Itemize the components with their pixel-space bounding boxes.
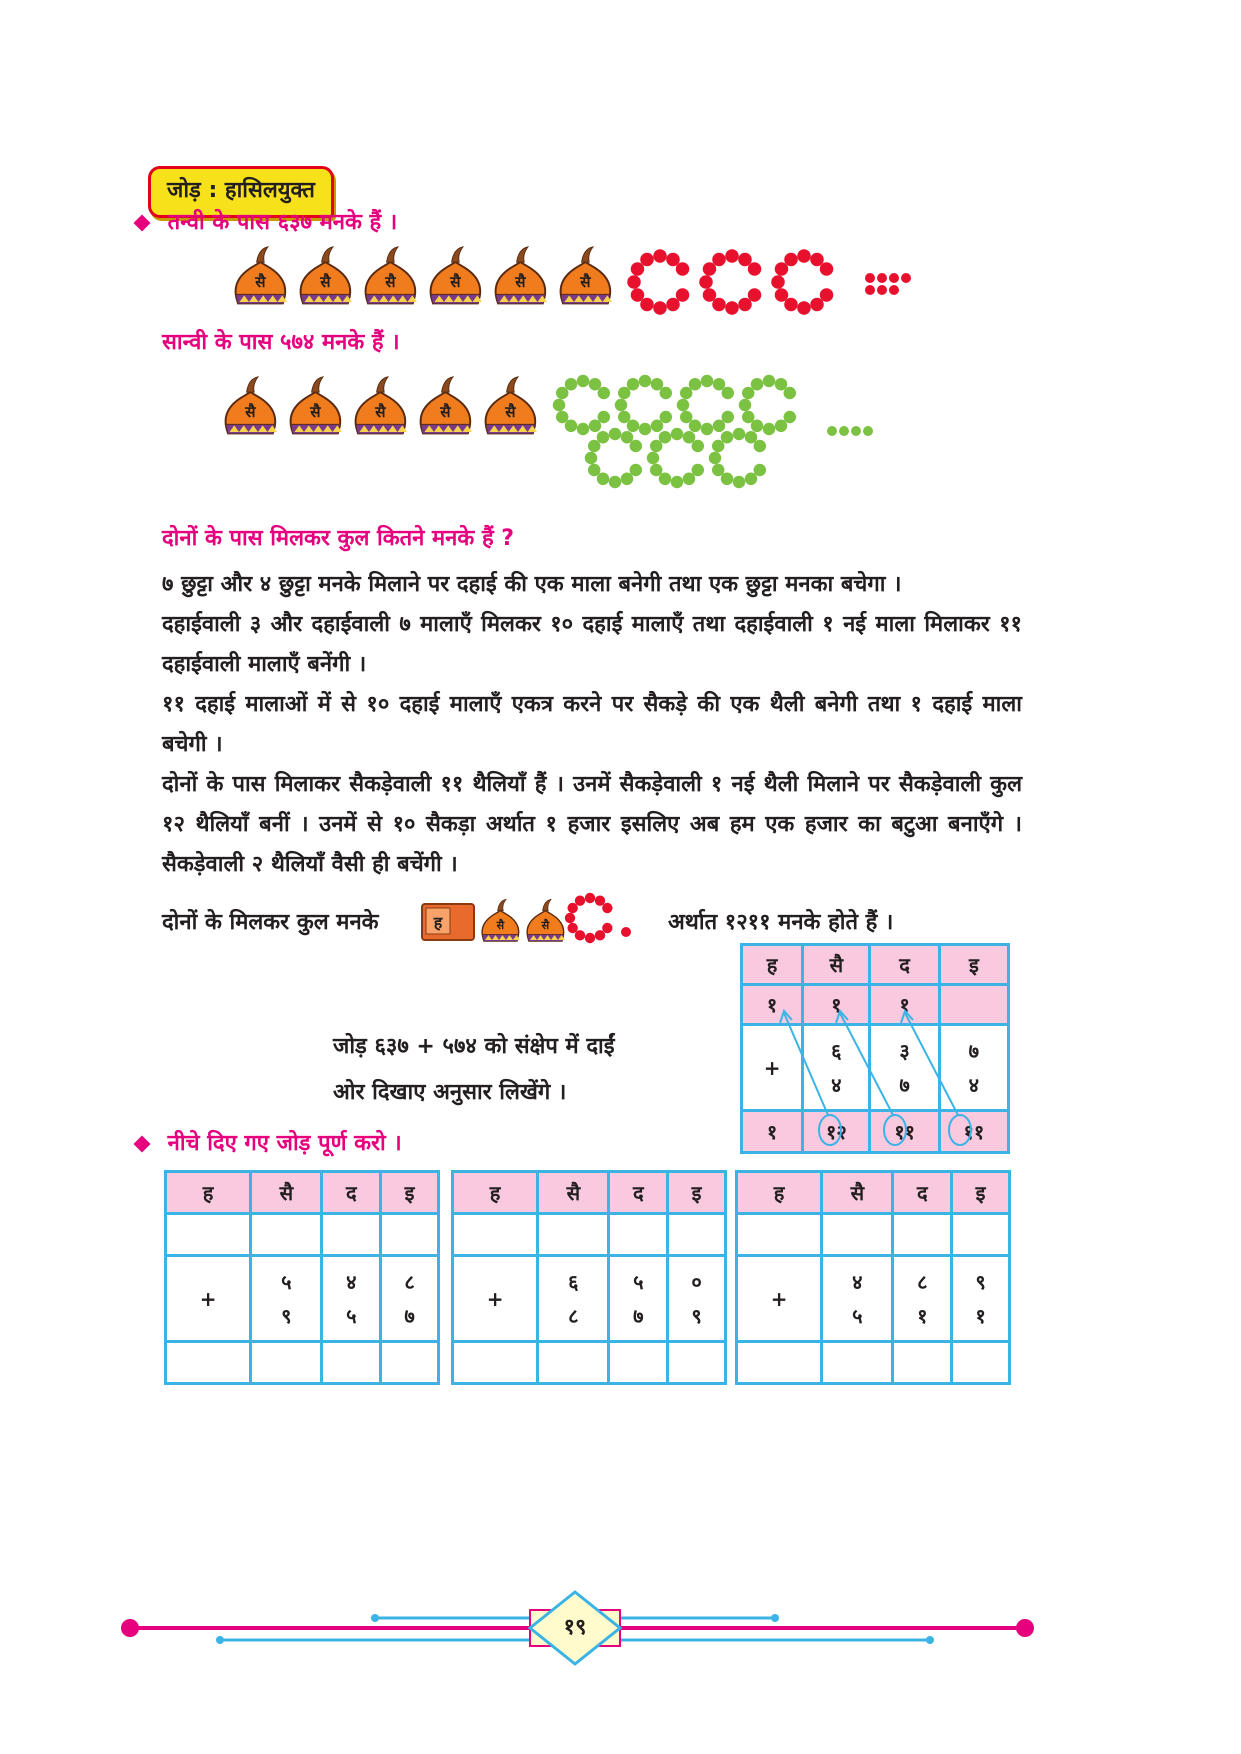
loose-beads-icon <box>865 273 911 295</box>
bag-label: सै <box>541 918 550 932</box>
carry-input-cell[interactable] <box>322 1214 381 1256</box>
addend-1-digit: ४ <box>346 1269 357 1294</box>
footer-dot-icon <box>121 1619 139 1637</box>
loose-beads-icon <box>827 426 873 436</box>
total-prefix: दोनों के मिलकर कुल मनके <box>162 910 379 935</box>
header-tens: द <box>322 1172 381 1214</box>
ten-bead-necklace-icon <box>771 249 833 315</box>
hundred-bag-icon <box>527 899 565 941</box>
ten-bead-necklace-icon <box>585 428 642 488</box>
ten-bead-necklace-icon <box>627 249 689 315</box>
paragraph-tens-carry: ११ दहाई मालाओं में से १० दहाई मालाएँ एकत्र करने पर सैकड़े की एक थैली बनेगी तथा १ दहाई माला बचेगी । <box>162 692 1022 757</box>
carry-input-cell[interactable] <box>893 1214 952 1256</box>
ten-bead-necklace-icon <box>565 893 613 943</box>
addend-2-digit: ४ <box>968 1072 980 1097</box>
carry-cell <box>939 985 1008 1025</box>
carry-input-cell[interactable] <box>668 1214 726 1256</box>
bag-label: सै <box>375 402 386 421</box>
answer-input-cell[interactable] <box>893 1342 952 1384</box>
addend-1-digit: ४ <box>852 1269 863 1294</box>
addend-1-digit: ६ <box>831 1038 842 1063</box>
answer-input-cell[interactable] <box>381 1342 439 1384</box>
carry-input-cell[interactable] <box>737 1214 822 1256</box>
header-hundreds: सै <box>822 1172 893 1214</box>
addend-1-digit: ९ <box>975 1269 986 1294</box>
addend-1-digit: ७ <box>968 1038 980 1063</box>
bag-label: सै <box>385 272 396 291</box>
answer-input-cell[interactable] <box>952 1342 1010 1384</box>
exercise-table-1 <box>164 1170 440 1385</box>
bag-label: सै <box>580 272 591 291</box>
hundred-bag-icon <box>291 377 342 434</box>
exercise-table-2 <box>451 1170 727 1385</box>
example-addition-table <box>740 943 1010 1154</box>
tanvi-text: तन्वी के पास ६३७ मनके हैं । <box>167 210 398 235</box>
sanvi-text: सान्वी के पास ५७४ मनके हैं । <box>162 330 400 355</box>
carry-input-cell[interactable] <box>609 1214 668 1256</box>
thousand-wallet-icon <box>422 904 474 940</box>
bag-label: सै <box>505 402 516 421</box>
header-thousands: ह <box>737 1172 822 1214</box>
header-hundreds: सै <box>538 1172 609 1214</box>
hundred-bag-icon <box>431 247 482 304</box>
hundred-bag-icon <box>486 377 537 434</box>
ten-bead-necklace-icon <box>699 249 761 315</box>
addend-2-digit: ७ <box>633 1303 644 1328</box>
header-thousands: ह <box>453 1172 538 1214</box>
addend-1-digit: ० <box>691 1269 702 1294</box>
section-heading: जोड़ : हासिलयुक्त <box>148 166 334 218</box>
wallet-label: ह <box>433 913 443 932</box>
hundred-bag-icon <box>482 899 520 941</box>
ten-bead-necklace-icon <box>677 375 734 435</box>
hundred-bag-icon <box>366 247 417 304</box>
header-hundreds: सै <box>251 1172 322 1214</box>
addend-1-digit: ३ <box>899 1038 910 1063</box>
header-tens: द <box>893 1172 952 1214</box>
tanvi-beads-illustration <box>225 240 935 320</box>
bag-label: सै <box>515 272 526 291</box>
answer-input-cell[interactable] <box>538 1342 609 1384</box>
bag-label: सै <box>440 402 451 421</box>
bullet-diamond-icon <box>134 215 151 232</box>
addend-1-digit: ८ <box>917 1269 928 1294</box>
addend-hundreds <box>803 1025 870 1111</box>
sanvi-line <box>162 326 400 356</box>
hundred-bag-icon <box>561 247 612 304</box>
header-thousands: ह <box>742 945 803 985</box>
question-line: दोनों के पास मिलकर कुल कितने मनके हैं ? <box>162 526 515 551</box>
answer-input-cell[interactable] <box>251 1342 322 1384</box>
addend-1-digit: ८ <box>404 1269 415 1294</box>
sanvi-beads-illustration <box>215 370 895 500</box>
plus-sign: + <box>453 1256 538 1342</box>
header-ones: इ <box>668 1172 726 1214</box>
tanvi-line <box>136 206 397 236</box>
plus-sign: + <box>166 1256 251 1342</box>
hundred-bag-icon <box>301 247 352 304</box>
header-ones: इ <box>952 1172 1010 1214</box>
addend-1-digit: ५ <box>281 1269 292 1294</box>
carry-input-cell[interactable] <box>538 1214 609 1256</box>
plus-sign: + <box>737 1256 822 1342</box>
addend-ones <box>939 1025 1008 1111</box>
result-cell: ११ <box>939 1111 1008 1153</box>
hundred-bag-icon <box>421 377 472 434</box>
hundred-bag-icon <box>236 247 287 304</box>
addend-2-digit: १ <box>975 1303 986 1328</box>
carry-cell: १ <box>870 985 939 1025</box>
answer-input-cell[interactable] <box>322 1342 381 1384</box>
addend-2-digit: ८ <box>568 1303 579 1328</box>
explanation-text <box>162 565 1022 885</box>
header-tens: द <box>870 945 939 985</box>
exercise-title-line <box>136 1127 402 1157</box>
bag-label: सै <box>245 402 256 421</box>
addend-2-digit: ७ <box>404 1303 415 1328</box>
note-line-1: जोड़ ६३७ + ५७४ को संक्षेप में दाईं <box>333 1034 615 1059</box>
answer-input-cell[interactable] <box>453 1342 538 1384</box>
ten-bead-necklace-icon <box>553 375 610 435</box>
addend-tens <box>870 1025 939 1111</box>
answer-input-cell[interactable] <box>737 1342 822 1384</box>
carry-input-cell[interactable] <box>453 1214 538 1256</box>
bag-label: सै <box>255 272 266 291</box>
hundred-bag-icon <box>226 377 277 434</box>
ten-bead-necklace-icon <box>615 375 672 435</box>
ten-bead-necklace-icon <box>709 428 766 488</box>
header-ones: इ <box>381 1172 439 1214</box>
answer-input-cell[interactable] <box>166 1342 251 1384</box>
total-suffix: अर्थात १२११ मनके होते हैं । <box>668 910 894 935</box>
result-cell: १ <box>742 1111 803 1153</box>
paragraph-tens: दहाईवाली ३ और दहाईवाली ७ मालाएँ मिलकर १० दहाई मालाएँ तथा दहाईवाली १ नई माला मिलाकर ११ दहाईवाली मालाएँ बनेंगी । <box>162 612 1022 677</box>
total-illustration <box>418 888 658 954</box>
carry-input-cell[interactable] <box>952 1214 1010 1256</box>
bag-label: सै <box>310 402 321 421</box>
bag-label: सै <box>450 272 461 291</box>
header-ones: इ <box>939 945 1008 985</box>
bullet-diamond-icon <box>134 1136 151 1153</box>
footer-dot-icon <box>1016 1619 1034 1637</box>
answer-input-cell[interactable] <box>609 1342 668 1384</box>
answer-input-cell[interactable] <box>668 1342 726 1384</box>
header-hundreds: सै <box>803 945 870 985</box>
note-line-2: ओर दिखाए अनुसार लिखेंगे । <box>333 1080 567 1105</box>
addend-2-digit: ९ <box>281 1303 292 1328</box>
exercise-title: नीचे दिए गए जोड़ पूर्ण करो । <box>167 1131 402 1156</box>
header-thousands: ह <box>166 1172 251 1214</box>
answer-input-cell[interactable] <box>822 1342 893 1384</box>
addend-2-digit: ५ <box>346 1303 357 1328</box>
carry-input-cell[interactable] <box>251 1214 322 1256</box>
hundred-bag-icon <box>496 247 547 304</box>
addend-2-digit: ४ <box>831 1072 842 1097</box>
page-number: १९ <box>563 1615 587 1640</box>
addend-1-digit: ६ <box>568 1269 579 1294</box>
addend-2-digit: ९ <box>691 1303 702 1328</box>
addend-2-digit: ५ <box>852 1303 863 1328</box>
result-cell: १२ <box>803 1111 870 1153</box>
carry-cell: १ <box>803 985 870 1025</box>
addend-2-digit: ७ <box>899 1072 910 1097</box>
carry-cell: १ <box>742 985 803 1025</box>
ten-bead-necklace-icon <box>739 375 796 435</box>
header-tens: द <box>609 1172 668 1214</box>
ten-bead-necklace-icon <box>647 428 704 488</box>
bag-label: सै <box>496 918 505 932</box>
addend-1-digit: ५ <box>633 1269 644 1294</box>
hundred-bag-icon <box>356 377 407 434</box>
carry-input-cell[interactable] <box>822 1214 893 1256</box>
carry-input-cell[interactable] <box>166 1214 251 1256</box>
exercise-table-3 <box>735 1170 1011 1385</box>
paragraph-hundreds: दोनों के पास मिलाकर सैकड़ेवाली ११ थैलियाँ हैं । उनमें सैकड़ेवाली १ नई थैली मिलाने पर सैकड़ेवाली कुल १२ थैलियाँ बनीं । उनमें से १० सैकड़ा अर्थात १ हजार इसलिए अब हम एक हजार का बटुआ बनाएँगे । सैकड़ेवाली २ थैलियाँ वैसी ही बचेंगी । <box>162 772 1022 877</box>
paragraph-ones: ७ छुट्टा और ४ छुट्टा मनके मिलाने पर दहाई की एक माला बनेगी तथा एक छुट्टा मनका बचेगा । <box>162 572 902 597</box>
addend-2-digit: १ <box>917 1303 928 1328</box>
plus-sign: + <box>742 1025 803 1111</box>
bag-label: सै <box>320 272 331 291</box>
result-cell: ११ <box>870 1111 939 1153</box>
carry-input-cell[interactable] <box>381 1214 439 1256</box>
